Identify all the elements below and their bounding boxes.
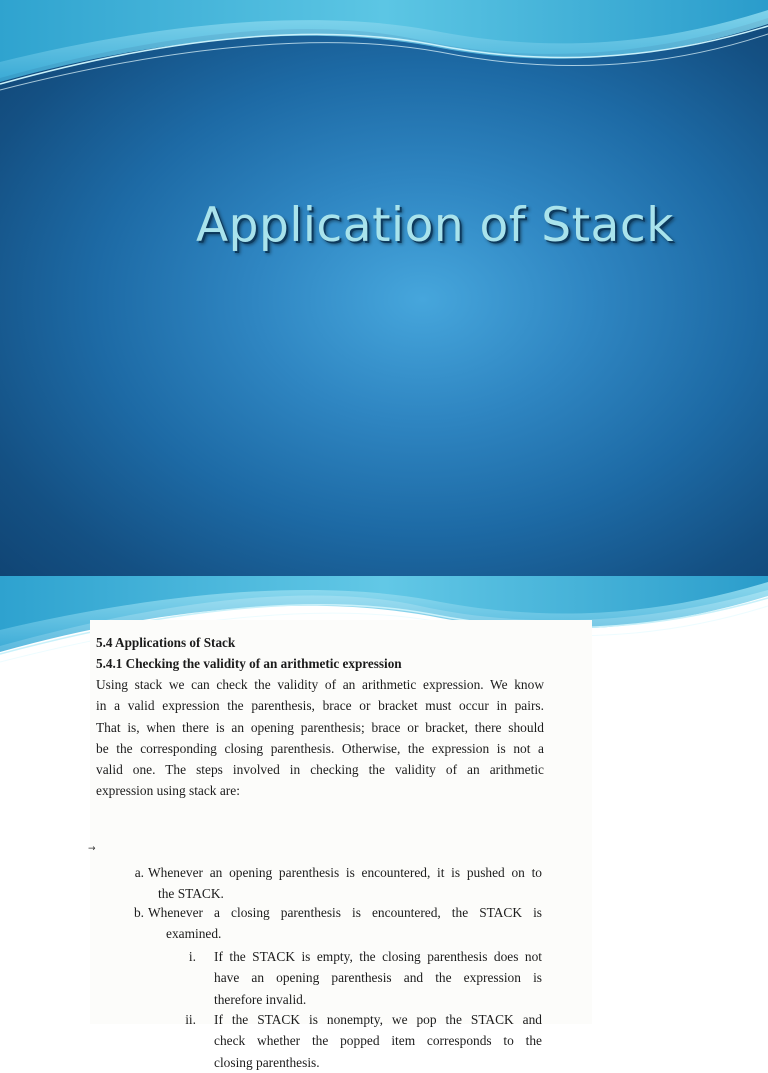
paragraph-line: Using stack we can check the validity of an arithmetic expression. We know — [96, 677, 544, 692]
scanned-textbook-page — [90, 620, 592, 1070]
paragraph-line: be the corresponding closing parenthesis. Otherwise, the expression is not a — [96, 740, 544, 756]
content-slide — [0, 576, 768, 1070]
list-marker: a. — [134, 865, 144, 880]
stray-arrow-mark: → — [88, 844, 96, 854]
list-marker: i. — [188, 949, 196, 964]
substep-line: therefore invalid. — [214, 991, 307, 1007]
step-line: examined. — [166, 926, 222, 942]
list-marker: b. — [133, 905, 144, 920]
substep-line: closing parenthesis. — [214, 1054, 320, 1070]
step-line: the STACK. — [158, 886, 224, 902]
substep-line: If the STACK is nonempty, we pop the STACK and — [214, 1012, 542, 1027]
decorative-wave-banner — [0, 0, 768, 110]
substep-line: check whether the popped item corresponds to the — [214, 1033, 542, 1049]
paragraph-line: valid one. The steps involved in checking the validity of an arithmetic — [96, 762, 544, 778]
paragraph-line: expression using stack are: — [96, 783, 240, 799]
subsection-heading: 5.4.1 Checking the validity of an arithmetic expression — [96, 656, 402, 671]
substep-line: If the STACK is empty, the closing parenthesis does not — [214, 949, 542, 964]
step-line: Whenever an opening parenthesis is encountered, it is pushed on to — [148, 865, 542, 880]
paragraph-line: That is, when there is an opening parenthesis; brace or bracket, there should — [96, 719, 544, 735]
section-heading: 5.4 Applications of Stack — [96, 635, 236, 650]
slide-title: Application of Stack — [196, 198, 674, 253]
list-marker: ii. — [185, 1012, 196, 1027]
step-line: Whenever a closing parenthesis is encountered, the STACK is — [148, 905, 542, 920]
intro-paragraph — [96, 674, 544, 802]
paragraph-line: in a valid expression the parenthesis, brace or bracket must occur in pairs. — [96, 698, 544, 714]
substep-line: have an opening parenthesis and the expression is — [214, 970, 542, 986]
